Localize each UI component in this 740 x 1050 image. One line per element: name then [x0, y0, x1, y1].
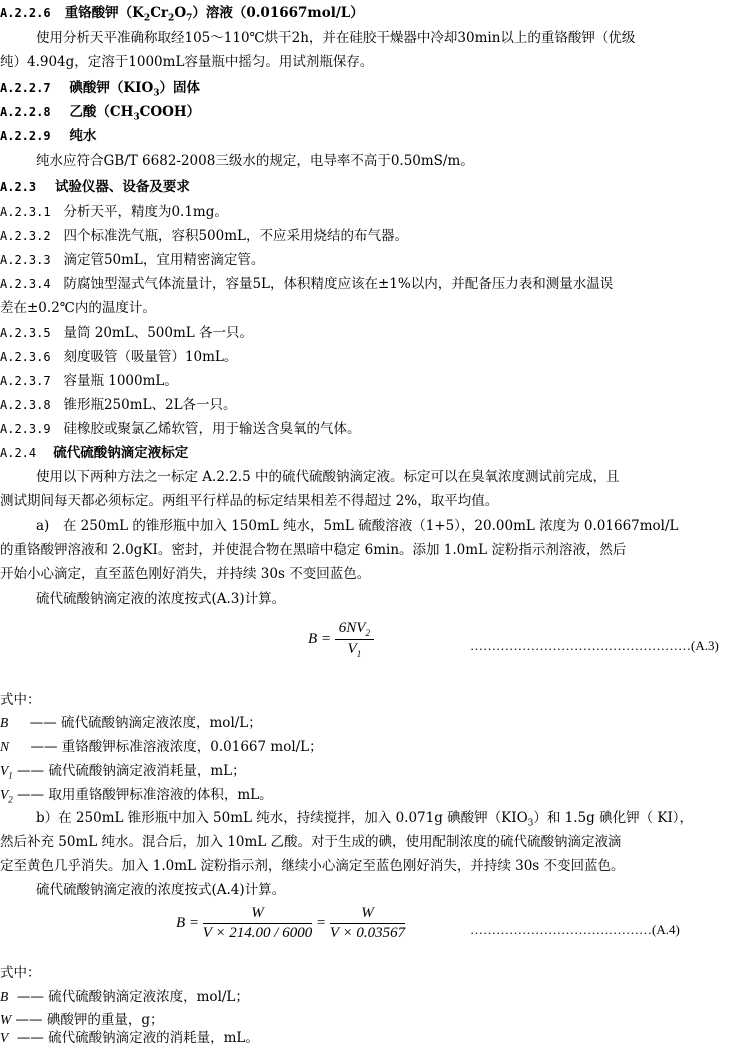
item-text: 防腐蚀型湿式气体流量计，容量5L，体积精度应该在±1%以内，并配备压力表和测量水温误 [63, 276, 614, 292]
item-text: 量筒 20mL、500mL 各一只。 [63, 325, 254, 341]
section-title: 硫代硫酸钠滴定液标定 [53, 445, 189, 461]
symbol: B [0, 715, 9, 730]
paragraph-line: a) 在 250mL 的锥形瓶中加入 150mL 纯水，5mL 硫酸溶液（1+5），20.00mL 浓度为 0.01667mol/L [36, 518, 679, 534]
list-item [0, 226, 408, 246]
symbol: V [0, 1030, 9, 1045]
section-title: 乙酸（CH [69, 104, 134, 120]
item-text: 刻度吸管（吸量管）10mL。 [63, 349, 238, 365]
formula-lhs: B = [176, 914, 200, 931]
paragraph-line: 的重铬酸钾溶液和 2.0gKI。密封，并使混合物在黑暗中稳定 6min。添加 1.0mL 淀粉指示剂溶液，然后 [0, 542, 627, 558]
definition-row [0, 737, 323, 757]
text-run: b）在 250mL 锥形瓶中加入 50mL 纯水，持续搅拌，加入 0.071g 碘酸钾（KIO [36, 810, 528, 826]
item-number: A.2.3.6 [0, 350, 51, 364]
fraction-denominator: V × 0.03567 [329, 925, 406, 941]
item-text: 分析天平，精度为0.1mg。 [63, 204, 228, 220]
paragraph-line: 测试期间每天都必须标定。两组平行样品的标定结果相差不得超过 2%，取平均值。 [0, 493, 499, 509]
fraction-numerator: 6NV [338, 620, 366, 636]
definition-row [0, 713, 262, 733]
equation-number-a4: ……………………………………(A.4) [470, 922, 680, 937]
subscript: 2 [8, 794, 13, 805]
list-item-continuation: 差在±0.2℃内的温度计。 [0, 300, 156, 316]
subscript: 1 [356, 649, 362, 659]
item-text: 滴定管50mL，宜用精密滴定管。 [63, 252, 265, 268]
subscript: 3 [133, 112, 140, 123]
list-item [0, 250, 264, 270]
definition-text: —— 硫代硫酸钠滴定液浓度，mol/L； [16, 989, 249, 1005]
definition-row [0, 987, 249, 1007]
subscript: 2 [143, 13, 151, 24]
where-label: 式中： [0, 965, 41, 981]
section-title-tail: ）溶液（0.01667mol/L） [192, 5, 364, 21]
item-text: 硅橡胶或聚氯乙烯软管，用于输送含臭氧的气体。 [63, 421, 361, 437]
paragraph-line: 然后补充 50mL 纯水。混合后，加入 10mL 乙酸。对于生成的碘，使用配制浓度的硫代硫酸钠滴定液滴 [0, 834, 622, 850]
definition-row [0, 761, 246, 786]
paragraph-line: 使用分析天平准确称取经105～110℃烘干2h，并在硅胶干燥器中冷却30min以上的重铬酸钾（优级 [36, 30, 636, 46]
formula-fraction [330, 905, 405, 942]
symbol: W [0, 1012, 12, 1027]
paragraph-line: 纯）4.904g，定溶于1000mL容量瓶中摇匀。用试剂瓶保存。 [0, 54, 374, 70]
section-number: A.2.2.8 [0, 105, 51, 119]
definition-row [0, 1010, 163, 1030]
fraction-denominator: V × 214.00 / 6000 [202, 925, 313, 941]
list-item [0, 274, 613, 294]
list-item [0, 202, 228, 222]
formula-fraction [203, 905, 312, 942]
formula-lhs: B = [308, 630, 332, 647]
formula-a3 [308, 620, 374, 659]
subscript: 3 [527, 818, 534, 829]
subscript: 2 [168, 13, 175, 24]
list-item [0, 395, 237, 415]
subscript: 7 [186, 13, 193, 24]
item-number: A.2.3.4 [0, 277, 51, 291]
item-number: A.2.3.7 [0, 374, 51, 388]
section-heading-a24 [0, 443, 188, 463]
item-number: A.2.3.5 [0, 326, 51, 340]
definition-row [0, 1028, 259, 1048]
paragraph-line: 纯水应符合GB/T 6682-2008三级水的规定，电导率不高于0.50mS/m。 [36, 153, 474, 169]
definition-text: —— 碘酸钾的重量，g； [15, 1012, 164, 1028]
section-title: 碘酸钾（KIO [69, 80, 154, 96]
section-title: 重铬酸钾（K [64, 5, 144, 21]
paragraph-line: 开始小心滴定，直至蓝色刚好消失，并持续 30s 不变回蓝色。 [0, 566, 371, 582]
text-run: ）和 1.5g 碘化钾（ KI）， [533, 810, 694, 826]
definition-row [0, 785, 273, 810]
subscript: 2 [365, 628, 370, 638]
definition-text: —— 硫代硫酸钠滴定液消耗量，mL； [17, 763, 246, 779]
list-item [0, 347, 237, 367]
definition-text: —— 重铬酸钾标准溶液浓度，0.01667 mol/L； [30, 739, 323, 755]
item-number: A.2.3.8 [0, 398, 51, 412]
paragraph-line: 硫代硫酸钠滴定液的浓度按式(A.3)计算。 [36, 591, 286, 607]
item-text: 四个标准洗气瓶，容积500mL，不应采用烧结的布气器。 [63, 228, 408, 244]
formula-fraction [335, 620, 374, 659]
equation-number-a3: ……………………………………………(A.3) [470, 638, 719, 653]
subscript: 1 [8, 770, 13, 781]
item-number: A.2.3.3 [0, 253, 51, 267]
symbol: N [0, 739, 10, 754]
item-text: 容量瓶 1000mL。 [63, 373, 178, 389]
section-heading-a226 [0, 3, 364, 29]
equals-sign: = [315, 914, 327, 931]
section-number: A.2.2.9 [0, 129, 51, 143]
section-title-tail: ）固体 [159, 80, 200, 96]
section-heading-a229 [0, 126, 96, 146]
section-title-tail: COOH） [139, 104, 201, 120]
section-heading-a23 [0, 177, 190, 197]
paragraph-line [36, 808, 693, 834]
list-item [0, 419, 360, 439]
section-heading-a228 [0, 102, 200, 128]
section-title: 试验仪器、设备及要求 [54, 179, 190, 195]
symbol: B [0, 989, 9, 1004]
symbol: V [0, 787, 9, 802]
item-number: A.2.3.1 [0, 205, 51, 219]
paragraph-line: 硫代硫酸钠滴定液的浓度按式(A.4)计算。 [36, 882, 286, 898]
formula-part: O [174, 5, 187, 21]
section-heading-a227 [0, 78, 200, 104]
formula-part: Cr [150, 5, 169, 21]
section-number: A.2.2.7 [0, 81, 51, 95]
fraction-numerator: W [330, 905, 405, 924]
section-number: A.2.2.6 [0, 6, 51, 20]
subscript: 3 [153, 88, 160, 99]
list-item [0, 371, 178, 391]
definition-text: —— 硫代硫酸钠滴定液的消耗量，mL。 [16, 1030, 259, 1046]
definition-text: —— 取用重铬酸钾标准溶液的体积，mL。 [17, 787, 273, 803]
where-label: 式中： [0, 692, 41, 708]
paragraph-line: 定至黄色几乎消失。加入 1.0mL 淀粉指示剂，继续小心滴定至蓝色刚好消失，并持续 30s 不变回蓝色。 [0, 858, 625, 874]
section-number: A.2.3 [0, 180, 37, 194]
section-title: 纯水 [69, 128, 97, 144]
list-item [0, 323, 253, 343]
symbol: V [0, 763, 9, 778]
item-number: A.2.3.9 [0, 422, 51, 436]
fraction-denominator: V [347, 641, 357, 657]
item-text: 锥形瓶250mL、2L各一只。 [63, 397, 237, 413]
item-number: A.2.3.2 [0, 229, 51, 243]
section-number: A.2.4 [0, 446, 37, 460]
fraction-numerator: W [203, 905, 312, 924]
definition-text: —— 硫代硫酸钠滴定液浓度，mol/L； [29, 715, 262, 731]
paragraph-line: 使用以下两种方法之一标定 A.2.2.5 中的硫代硫酸钠滴定液。标定可以在臭氧浓度测试前完成，且 [36, 469, 620, 485]
formula-a4 [176, 905, 405, 942]
